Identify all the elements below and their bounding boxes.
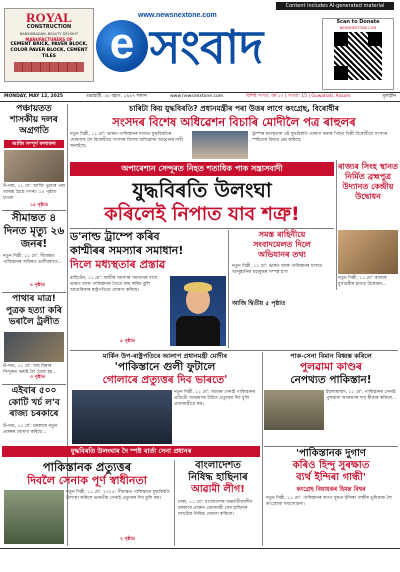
pm-kicker: মাৰ্কিন উপ-ৰাষ্ট্ৰপতিৰে আলাপ প্ৰধানমন্ত্ৰী মোদীৰ — [102, 352, 228, 360]
left-story-2-head: সীমান্তত ৪ দিনত মৃত্যু ২৬ জনৰ! — [3, 212, 65, 250]
ad-products: CEMENT BRICK, PAVER BLOCK, COLOR PAVER BLOCK, CEMENT TILES — [10, 42, 88, 59]
trump-head-3: দিলে মধ্যস্থতাৰ প্ৰস্তাৱ — [70, 258, 166, 271]
page-ref-4[interactable]: ৪ পৃষ্ঠাত — [30, 283, 46, 288]
banner-strip: অপাৰেশ্যন সেন্দূৰত নিহত শতাধিক পাক সন্ত্ৰাসবাদী — [70, 162, 334, 176]
bottom-mid-divider — [174, 460, 175, 546]
left-story-4-body: উ-নাম, ১১ মে': চৰকাৰে নতুন প্ৰকল্পৰ ঘোষণা কৰিছে... — [3, 424, 58, 435]
media-divider — [228, 230, 229, 348]
left-story-3-photo — [4, 332, 64, 362]
donate-box[interactable] — [322, 18, 394, 90]
date-bn: গুৱাহাটী, ২৮ বহাগ, ১৯৪৭ শকাব্দ — [86, 94, 147, 99]
top-story-headline: সংসদৰ বিশেষ অধিৱেশন বিচাৰি মোদীলৈ পত্ৰ ৰাহুলৰ — [112, 115, 356, 129]
top-story-body-2: ট্ৰাম্পৰ মধ্যস্থতাৰ এই যুদ্ধবিৰতি ঘোষণা কৰাৰ পিছত দিল্লী বিৰোধীয়ে সংসদৰ স্পষ্টতাৰ বিষয়ে প্ৰশ্ন কৰিছে। — [252, 132, 388, 143]
right-story-2-body: ইছলামাবাদ, ১১ মে': পাকিস্তানৰ সেনাই পুলৱামা আক্ৰমণৰ দায় স্বীকাৰ কৰিলে... — [326, 390, 397, 401]
trump-body: ৱাছিংটন, ১১ মে': কাশ্মীৰ সমস্যাৰ সমাধানৰ বাবে ভাৰত আৰু পাকিস্তানৰ সৈতে কাম কৰিব বুলি আমেৰিকাৰ ৰাষ্ট্ৰপতিয়ে ঘোষণা কৰিছে। — [70, 276, 158, 293]
mid-rule-1 — [70, 228, 334, 229]
media-head-2: সংবাদমেলত দিলে — [253, 240, 311, 249]
trump-hair-icon — [184, 282, 212, 292]
pm-head-1: 'পাকিস্তানে গুলী ফুটালে — [114, 361, 216, 373]
right-col-divider — [336, 160, 337, 290]
media-body: নতুন দিল্লী, ১১ মে': ভাৰত আৰু পাকিস্তানৰ মাজত আনুষ্ঠানিক মহাযুদ্ধৰ সম্পন্ন হ'ল — [232, 264, 323, 275]
bottom-left-head-2: দিবলৈ সেনাক পূৰ্ণ স্বাধীনতা — [27, 474, 147, 487]
royal-construction-ad — [4, 8, 94, 82]
right-story-1-body: নতুন দিল্লী, ১১ মে': ৰাজ্যৰ মুখ্যমন্ত্ৰীৰ হাতত উদ্বোধন... — [338, 276, 387, 287]
page-ref-15[interactable]: ১৫ পৃষ্ঠাত — [30, 203, 49, 208]
date-site[interactable]: www.newsnextone.com — [170, 94, 224, 99]
right-story-3-head-3: ব্যৰ্থ ইন্দিৰা গান্ধী' — [296, 472, 366, 483]
left-story-1-sub: আজি সম্পূৰ্ণ ফলাফল — [4, 140, 64, 148]
bottom-mid-body: ঢাকা, ১১ মে': বাংলাদেশৰ অন্তৰ্বৰ্তীকালীন চৰকাৰে প্ৰাক্তন প্ৰধানমন্ত্ৰী শ্বেখ হাছিনাৰ দলটোক নিষিদ্ধ ঘোষণা কৰিলে। — [178, 500, 253, 517]
right-story-2-sub-2: নেপথ্যত পাকিস্তান! — [290, 374, 372, 386]
right-story-3-head-1: 'পাকিস্তানক দুগাণ — [296, 448, 366, 459]
trump-head-1: ড'নাল্ড ট্ৰাম্পে কৰিব — [70, 230, 160, 243]
bottom-left-head-1: পাকিস্তানক প্ৰত্যুত্তৰ — [42, 460, 132, 474]
page-ref-2[interactable]: ২ পৃষ্ঠাত — [120, 537, 136, 542]
bottom-left-body: নতুন দিল্লী, ১১ মে': ২০২৫: সীমান্তত পাকিস্তানে যুদ্ধবিৰতি উলংঘা কৰিলে ভাৰতীয় সেনাই প্ৰত্যুত্তৰ দিব বুলি কয়। — [66, 490, 170, 501]
right-col-divider-2 — [262, 352, 263, 546]
ad-line2: MANUFACTURERS OF — [25, 37, 73, 42]
edition: বিশিষ্ট সংখ্যা, বৰ্ষ ১০ | সংখ্যা: 15 | Guwahati, Assam — [246, 94, 351, 99]
scan-url: NEWSNEXTONE.COM — [339, 26, 377, 30]
masthead-title: সংবাদ — [150, 20, 264, 74]
bottom-mid-head-1: বাংলাদেশত — [195, 460, 241, 471]
right-story-2-sub-1: পুলৱামা কাণ্ডৰ — [300, 361, 362, 373]
left-story-1-head: পঞ্চায়তত শাসকীয় দলৰ অগ্ৰগতি — [10, 104, 58, 136]
right-story-1-photo — [338, 230, 398, 274]
trump-head-2: কাশ্মীৰৰ সমস্যাৰ সমাধান! — [70, 244, 184, 257]
left-story-1-body: উ-নাম, ১১ মে': আজি পুৱাৰে পৰা আৰম্ভ হৈছে গণনা। ১৫ পৃষ্ঠাত চাওক — [3, 184, 65, 201]
left-story-2-body: নতুন দিল্লী, ১১ মে': সীমান্তত পাকিস্তানৰ অবিৰত গুলীবৰ্ষণত... — [3, 254, 63, 265]
pm-photo — [72, 390, 172, 444]
masthead-logo-e: e — [96, 20, 148, 72]
bottom-border — [0, 548, 400, 549]
main-headline-2: কৰিলেই নিপাত যাব শত্ৰু! — [104, 203, 300, 225]
page-ref-3[interactable]: ৩ পৃষ্ঠাত — [30, 375, 46, 380]
media-head-3: অভিযানৰ তথ্য — [258, 250, 306, 259]
top-story-kicker: চাৰিটা কিয় যুদ্ধবিৰতি? প্ৰধানমন্ত্ৰীৰ পৰা উত্তৰ লাগে কংগ্ৰেছ, বিৰোধীৰ — [129, 104, 339, 113]
left-story-3-head: পাথাৰ মাত্ৰ! পুত্ৰক হত্যা কৰি ভৰালৈ ট্ৰলীত — [6, 294, 62, 327]
ad-brand: ROYAL — [26, 10, 72, 25]
pm-body: নতুন দিল্লী, ১১ মে': আমাৰ সেনাই পাকিস্তানৰ প্ৰতিটো আক্ৰমণৰ উচিত প্ৰত্যুত্তৰ দিব বুলি প্ৰধানমন্ত্ৰীয়ে কয়। — [174, 390, 256, 407]
top-story-photo — [192, 131, 248, 159]
qr-code-icon — [334, 32, 382, 80]
top-story-body-1: নতুন দিল্লী, ১১ মে': ভাৰত-পাকিস্তানৰ মাজত যুদ্ধবিৰতিৰ ঘোষণাক লৈ বিৰোধীয়ে সংসদৰ বিশেষ অধিৱেশন আহ্বানৰ দাবী জনাইছে। — [70, 132, 183, 149]
left-story-1-photo — [4, 150, 64, 182]
left-story-4-head: এইবাৰ ৫০০ কোটি খৰ্চ ল'ব ৰাজ্য চৰকাৰে — [8, 386, 60, 419]
left-story-3-body: উ-নাম, ১১ মে': মাছ মিৰাৰ সিন্দুকত ভৰাই লৈ যোৱা হয়... — [3, 364, 57, 375]
pm-head-2: গোলাৰে প্ৰত্যুত্তৰ দিব ভাৰতে' — [102, 374, 228, 386]
media-head-1: সমস্ত ৰাহিনীয়ে — [258, 230, 306, 239]
right-story-2-head: পাক-সেনা বিমান বিধ্বস্ত কৰিলে — [290, 352, 372, 360]
trump-suit-icon — [176, 316, 220, 346]
bottom-left-photo — [4, 490, 64, 544]
bottom-mid-head-3: আৱামী লীগ! — [191, 484, 245, 495]
right-story-3-sub: কংগ্ৰেছ বিধায়কৰ হিমন্ত বিশ্বৰ — [296, 486, 366, 493]
mid-rule-2 — [70, 350, 398, 351]
left-rule-3 — [2, 384, 66, 385]
ad-bricks — [14, 62, 84, 72]
page-ref-5[interactable]: ৫ পৃষ্ঠাত — [120, 339, 136, 344]
trump-photo — [170, 276, 226, 346]
left-rule-1 — [2, 210, 66, 211]
left-rule-2 — [2, 292, 66, 293]
scan-label: Scan to Donate — [336, 19, 380, 25]
ad-sub: CONSTRUCTION — [26, 24, 72, 30]
right-rule — [264, 446, 398, 447]
main-headline-1: যুদ্ধবিৰতি উলংঘা — [132, 178, 272, 202]
bottom-mid-head-2: নিষিদ্ধ হাছিনাৰ — [188, 472, 248, 483]
right-story-2-photo — [264, 390, 324, 430]
media-sub: আজি দ্বিতীয় ৫ পৃষ্ঠাত — [232, 300, 286, 307]
date-en: MONDAY, MAY 12, 2025 — [4, 94, 64, 99]
right-story-3-body: নতুন দিল্লী, ১১ মে': পাকিস্তানৰ লগত যুদ্ধত ইন্দিৰা গান্ধীৰ ভূমিকাক লৈ কংগ্ৰেছক সমালোচনা। — [266, 496, 392, 507]
bottom-strip: যুদ্ধবিৰতি উলংঘাৰ দৈ স্পষ্ট বাৰ্তা সেনা প্ৰধানৰ — [2, 446, 260, 457]
dateline-bar — [0, 92, 400, 102]
right-story-3-head-2: কৰিও হিন্দু সুৰক্ষাত — [292, 460, 370, 471]
ai-notice: Content includes AI-generated material — [276, 2, 394, 10]
ad-line1: BANSHIBADAN, BEAUTY DELIGHT — [19, 32, 79, 36]
right-story-1-head: ৰাজ্যৰ সিংহ স্থানত নিৰ্মিত ব্ৰহ্মপুত্ৰ উদ্যানত কেন্দ্ৰীয় উদ্বোধন — [338, 162, 398, 201]
price: মূল্যহীন — [382, 94, 396, 99]
masthead-website[interactable]: www.newsnextone.com — [138, 12, 217, 19]
